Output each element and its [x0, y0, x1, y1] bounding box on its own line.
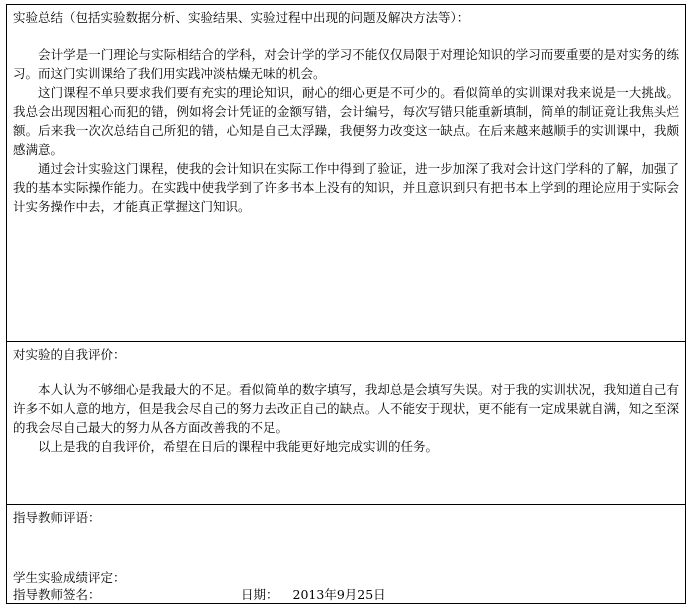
- summary-heading: 实验总结（包括实验数据分析、实验结果、实验过程中出现的问题及解决方法等）：: [13, 10, 470, 25]
- date-value: 2013年9月25日: [292, 587, 386, 602]
- self-evaluation-body: [13, 380, 679, 456]
- signature-row: [13, 586, 386, 604]
- date-label: 日期：: [241, 587, 279, 602]
- summary-paragraph: 这门课程不单只要求我们要有充实的理论知识，耐心的细心更是不可少的。看似简单的实训课对我来说是一大挑战。我总会出现因粗心而犯的错，例如将会计凭证的金额写错，会计编号，每次写错只能重新填制，简单的制证竟让我焦头烂额。后来我一次次总结自己所犯的错，心知是自己太浮躁，我便努力改变这一缺点。在后来越来越顺手的实训课中，我颇感满意。: [13, 85, 679, 157]
- teacher-section: [7, 505, 685, 603]
- summary-body: [13, 45, 679, 216]
- grade-label: 学生实验成绩评定：: [13, 570, 126, 585]
- date-field: [241, 586, 386, 604]
- summary-section: [7, 5, 685, 342]
- signature-label: 指导教师签名：: [13, 587, 101, 602]
- self-evaluation-section: [7, 342, 685, 505]
- summary-paragraph: 通过会计实验这门课程，使我的会计知识在实际工作中得到了验证，进一步加深了我对会计这门学科的了解，加强了我的基本实际操作能力。在实践中使我学到了许多书本上没有的知识，并且意识到只有把书本上学到的理论应用于实际会计实务操作中去，才能真正掌握这门知识。: [13, 161, 679, 214]
- self-evaluation-paragraph: 本人认为不够细心是我最大的不足。看似简单的数字填写，我却总是会填写失误。对于我的实训状况，我知道自己有许多不如人意的地方，但是我会尽自己的努力去改正自己的缺点。人不能安于现状，更不能有一定成果就自满，知之至深的我会尽自己最大的努力从各方面改善我的不足。: [13, 382, 679, 435]
- self-evaluation-paragraph: 以上是我的自我评价，希望在日后的课程中我能更好地完成实训的任务。: [38, 439, 439, 454]
- report-table: [6, 4, 686, 604]
- summary-paragraph: 会计学是一门理论与实际相结合的学科，对会计学的学习不能仅仅局限于对理论知识的学习而要重要的是对实务的练习。而这门实训课给了我们用实践冲淡枯燥无味的机会。: [13, 47, 679, 81]
- teacher-comment-label: 指导教师评语：: [13, 510, 101, 525]
- self-evaluation-heading: 对实验的自我评价：: [13, 347, 126, 362]
